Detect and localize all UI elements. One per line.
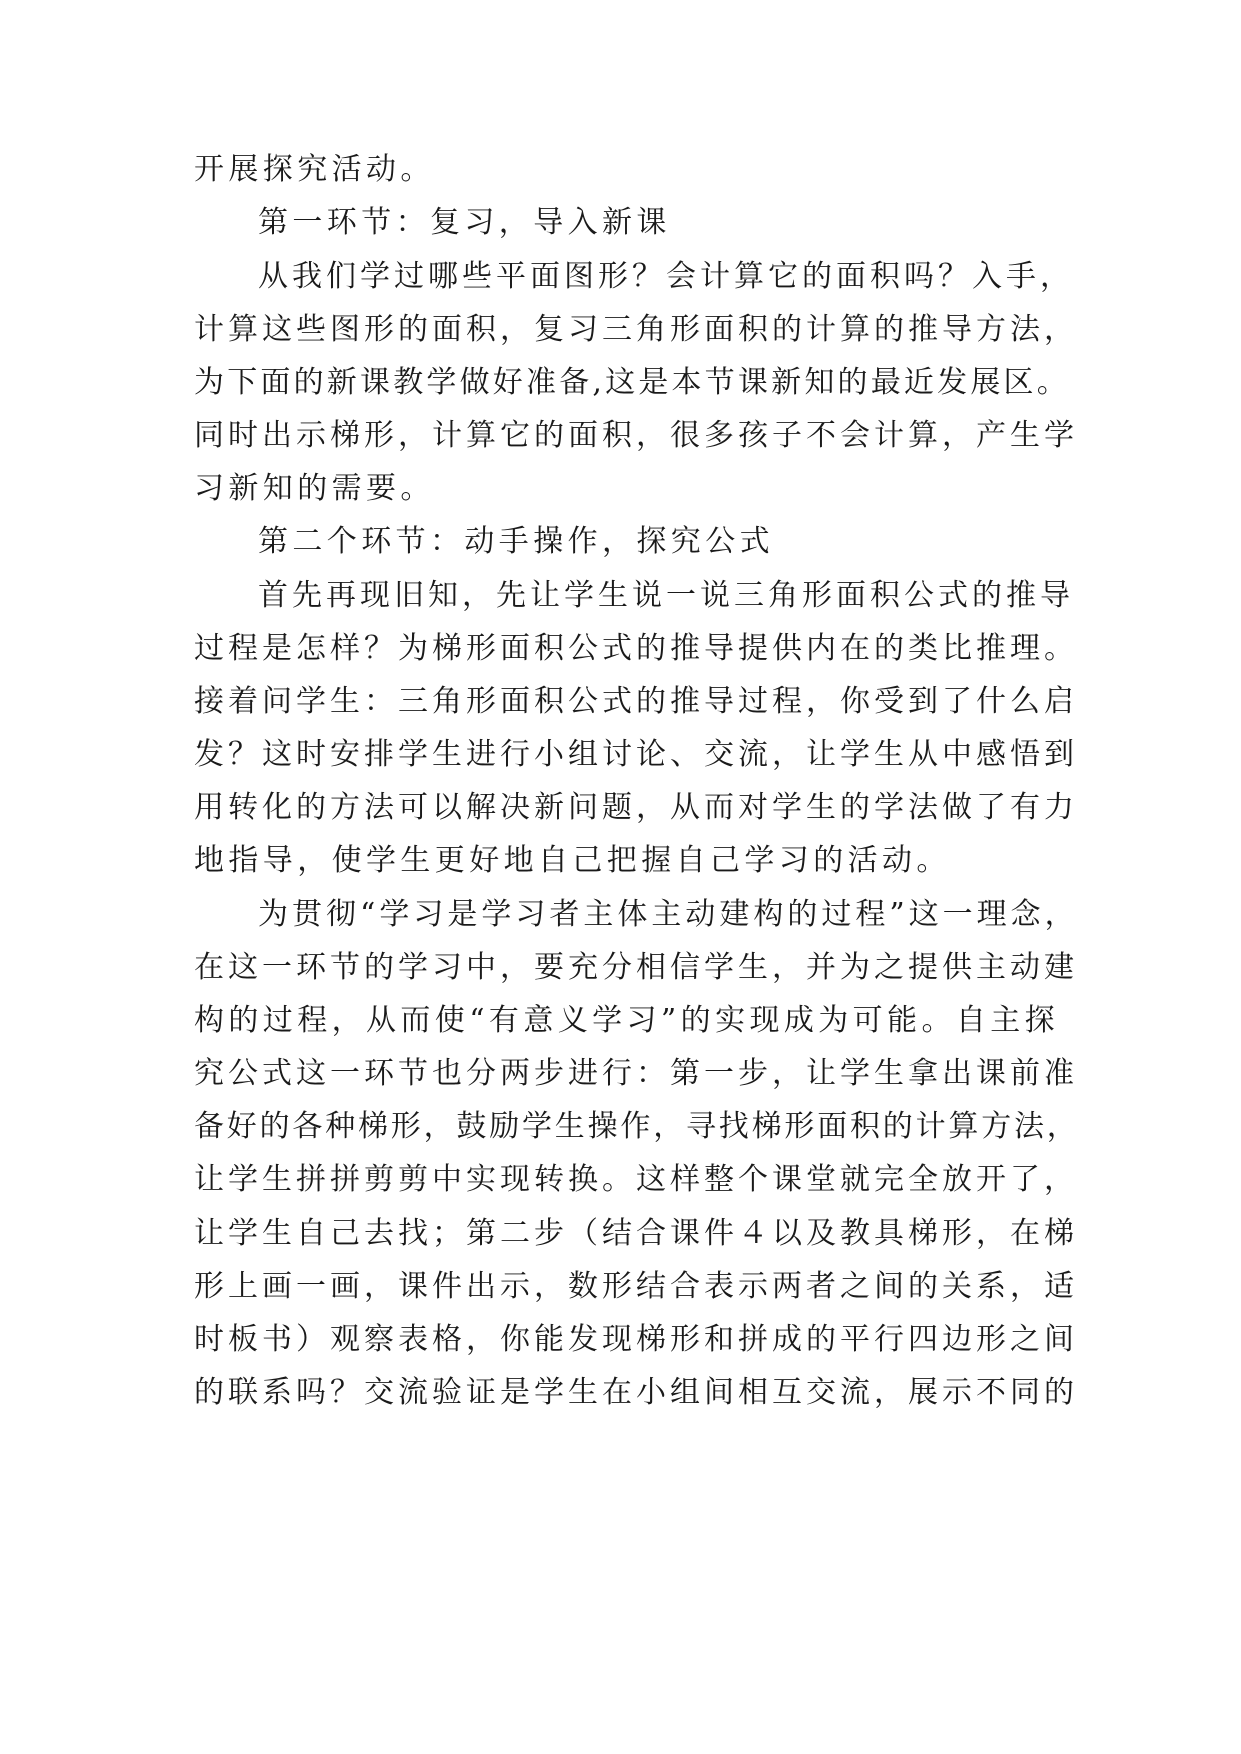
text-line: 的联系吗？交流验证是学生在小组间相互交流，展示不同的	[194, 1375, 1078, 1410]
text-line: 让学生拼拼剪剪中实现转换。这样整个课堂就完全放开了，	[194, 1162, 1078, 1197]
section-heading: 第一环节：复习，导入新课	[258, 205, 671, 240]
section-heading: 第二个环节：动手操作，探究公式	[258, 524, 774, 559]
text-line: 形上画一画，课件出示，数形结合表示两者之间的关系，适	[194, 1269, 1078, 1304]
text-line: 构的过程，从而使“有意义学习”的实现成为可能。自主探	[194, 1003, 1060, 1038]
text-line: 究公式这一环节也分两步进行：第一步，让学生拿出课前准	[194, 1056, 1078, 1091]
text-line: 习新知的需要。	[194, 471, 435, 506]
text-line: 发？这时安排学生进行小组讨论、交流，让学生从中感悟到	[194, 737, 1078, 772]
text-line: 过程是怎样？为梯形面积公式的推导提供内在的类比推理。	[194, 631, 1078, 666]
text-line: 备好的各种梯形，鼓励学生操作，寻找梯形面积的计算方法，	[194, 1109, 1080, 1144]
text-line: 计算这些图形的面积，复习三角形面积的计算的推导方法，	[194, 312, 1078, 347]
text-line: 接着问学生：三角形面积公式的推导过程，你受到了什么启	[194, 684, 1078, 719]
text-line: 时板书）观察表格，你能发现梯形和拼成的平行四边形之间	[194, 1322, 1078, 1357]
text-line: 从我们学过哪些平面图形？会计算它的面积吗？入手，	[258, 259, 1074, 294]
text-line: 在这一环节的学习中，要充分相信学生，并为之提供主动建	[194, 950, 1078, 985]
text-line: 让学生自己去找；第二步（结合课件４以及教具梯形，在梯	[194, 1216, 1078, 1251]
text-line: 用转化的方法可以解决新问题，从而对学生的学法做了有力	[194, 790, 1078, 825]
text-line: 开展探究活动。	[194, 152, 435, 187]
text-line: 地指导，使学生更好地自己把握自己学习的活动。	[194, 843, 951, 878]
text-line: 为下面的新课教学做好准备,这是本节课新知的最近发展区。	[194, 365, 1070, 400]
text-line: 为贯彻“学习是学习者主体主动建构的过程”这一理念，	[258, 897, 1079, 932]
text-line: 首先再现旧知，先让学生说一说三角形面积公式的推导	[258, 578, 1074, 613]
text-line: 同时出示梯形，计算它的面积，很多孩子不会计算，产生学	[194, 418, 1078, 453]
